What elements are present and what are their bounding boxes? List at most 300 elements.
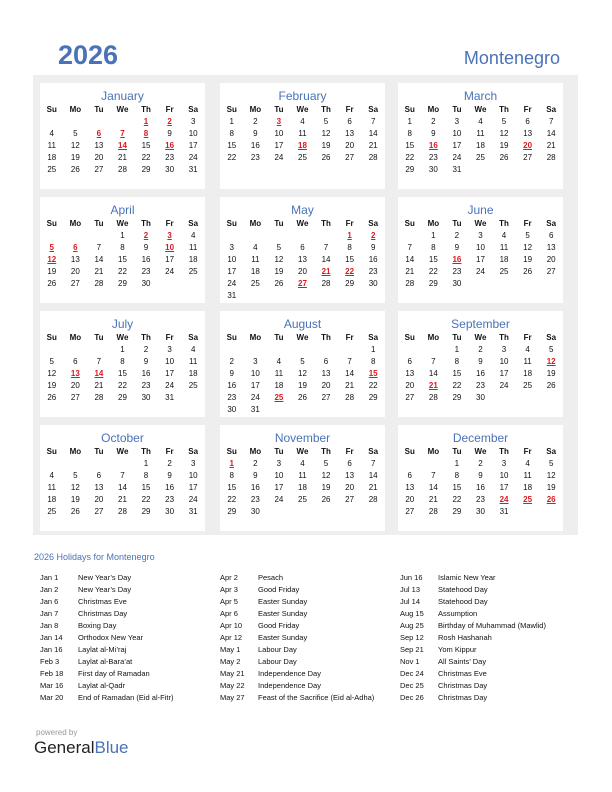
day-cell: 19 <box>546 368 556 378</box>
day-cell: 19 <box>274 266 284 276</box>
weekday-header: Mo <box>249 218 262 228</box>
month-name: September <box>451 317 510 331</box>
day-cell: 20 <box>405 380 415 390</box>
weekday-header: Tu <box>274 332 284 342</box>
month-table <box>398 103 563 175</box>
day-cell: 18 <box>298 482 307 492</box>
day-cell: 6 <box>407 470 412 480</box>
week-row <box>220 115 385 127</box>
week-row <box>398 115 563 127</box>
holiday-row <box>220 632 374 644</box>
day-cell: 25 <box>298 152 307 162</box>
holiday-date: Aug 15 <box>400 609 424 618</box>
day-cell: 29 <box>345 278 355 288</box>
week-row <box>40 505 205 517</box>
holiday-row <box>220 692 374 704</box>
weekday-header: We <box>474 104 487 114</box>
weekday-header: Sa <box>546 104 557 114</box>
weekday-header: We <box>296 104 309 114</box>
day-cell: 16 <box>452 254 462 264</box>
day-cell: 16 <box>141 368 151 378</box>
week-row <box>40 379 205 391</box>
day-cell: 28 <box>94 392 104 402</box>
day-cell: 5 <box>501 116 507 126</box>
day-cell: 1 <box>229 458 234 468</box>
day-cell: 19 <box>70 494 80 504</box>
day-cell <box>398 343 422 355</box>
weekday-header: Su <box>46 218 57 228</box>
day-cell: 14 <box>405 254 415 264</box>
day-cell: 29 <box>452 506 462 516</box>
day-cell: 14 <box>118 482 127 492</box>
day-cell: 1 <box>431 230 436 240</box>
day-cell: 8 <box>431 242 436 252</box>
day-cell: 12 <box>70 140 80 150</box>
day-cell: 18 <box>274 380 284 390</box>
weekday-header: Mo <box>249 446 262 456</box>
day-cell: 15 <box>452 368 462 378</box>
holiday-date: Mar 16 <box>40 681 64 690</box>
day-cell: 7 <box>96 356 102 366</box>
day-cell: 11 <box>47 482 56 492</box>
month-name: August <box>283 317 322 331</box>
week-row <box>40 139 205 151</box>
week-row <box>220 229 385 241</box>
week-row <box>220 469 385 481</box>
day-cell: 27 <box>345 152 355 162</box>
day-cell: 13 <box>94 140 104 150</box>
holiday-name: Easter Sunday <box>258 609 308 618</box>
powered-by-text: powered by <box>36 728 78 737</box>
week-row <box>398 457 563 469</box>
weekday-header: Fr <box>523 446 532 456</box>
weekday-header: Su <box>404 332 415 342</box>
weekday-header: Sa <box>546 218 557 228</box>
day-cell: 26 <box>523 266 533 276</box>
day-cell <box>314 289 338 301</box>
weekday-header: Th <box>321 104 331 114</box>
day-cell: 27 <box>405 506 415 516</box>
holiday-name: Orthodox New Year <box>78 633 144 642</box>
holiday-row <box>40 680 173 692</box>
holiday-row <box>40 668 173 680</box>
day-cell: 20 <box>94 494 104 504</box>
week-row <box>40 241 205 253</box>
month-august <box>220 311 385 417</box>
weekday-header: Mo <box>427 446 440 456</box>
day-cell: 6 <box>300 242 305 252</box>
day-cell: 11 <box>298 128 307 138</box>
day-cell: 21 <box>94 266 104 276</box>
holiday-name: End of Ramadan (Eid al-Fitr) <box>78 693 174 702</box>
day-cell: 30 <box>141 278 151 288</box>
weekday-header: We <box>474 218 487 228</box>
day-cell: 22 <box>405 152 415 162</box>
day-cell: 4 <box>300 116 305 126</box>
day-cell: 25 <box>476 152 485 162</box>
day-cell: 14 <box>428 482 438 492</box>
weekday-header: Tu <box>274 446 284 456</box>
holiday-row <box>220 584 374 596</box>
day-cell: 19 <box>70 152 80 162</box>
week-row <box>398 343 563 355</box>
day-cell <box>516 505 540 517</box>
day-cell: 20 <box>523 140 533 150</box>
week-row <box>398 469 563 481</box>
weekday-header: Su <box>46 332 57 342</box>
weekday-header: Sa <box>368 218 379 228</box>
day-cell: 21 <box>428 380 438 390</box>
holiday-name: Islamic New Year <box>438 573 496 582</box>
day-cell: 5 <box>276 242 282 252</box>
logo-blue-text: Blue <box>94 738 129 757</box>
month-table <box>220 445 385 517</box>
day-cell: 25 <box>523 494 533 504</box>
week-row <box>398 241 563 253</box>
day-cell: 10 <box>499 470 509 480</box>
day-cell: 31 <box>250 404 260 414</box>
day-cell: 10 <box>165 356 175 366</box>
day-cell: 7 <box>370 116 376 126</box>
day-cell: 20 <box>345 140 355 150</box>
day-cell: 10 <box>452 128 462 138</box>
day-cell: 7 <box>347 356 352 366</box>
holiday-column <box>220 572 374 704</box>
day-cell: 23 <box>141 266 151 276</box>
day-cell: 17 <box>227 266 237 276</box>
holiday-row <box>400 692 546 704</box>
day-cell: 12 <box>298 368 307 378</box>
weekday-header: Fr <box>523 218 532 228</box>
weekday-header: Tu <box>94 332 104 342</box>
week-row <box>220 481 385 493</box>
day-cell: 4 <box>525 344 530 354</box>
holiday-row <box>40 572 173 584</box>
day-cell: 9 <box>143 242 149 252</box>
day-cell <box>64 115 88 127</box>
week-row <box>398 505 563 517</box>
day-cell: 5 <box>323 116 329 126</box>
weekday-header: Mo <box>69 104 82 114</box>
day-cell: 1 <box>120 230 125 240</box>
day-cell: 23 <box>452 266 462 276</box>
day-cell: 30 <box>141 392 151 402</box>
day-cell: 14 <box>368 470 378 480</box>
logo-general-text: General <box>34 738 95 757</box>
day-cell: 3 <box>190 458 196 468</box>
weekday-header: Th <box>321 446 331 456</box>
holiday-date: Sep 12 <box>400 633 424 642</box>
week-row <box>40 457 205 469</box>
holiday-name: Boxing Day <box>78 621 117 630</box>
day-cell: 5 <box>73 470 78 480</box>
day-cell: 26 <box>546 494 556 504</box>
day-cell: 19 <box>546 482 556 492</box>
day-cell: 5 <box>525 230 530 240</box>
day-cell: 19 <box>47 380 57 390</box>
day-cell: 6 <box>73 242 78 252</box>
holiday-date: Jan 7 <box>40 609 59 618</box>
day-cell: 3 <box>501 344 507 354</box>
day-cell: 9 <box>454 242 460 252</box>
day-cell: 30 <box>227 404 237 414</box>
weekday-header: Fr <box>345 332 354 342</box>
day-cell: 17 <box>499 482 509 492</box>
day-cell: 2 <box>370 230 376 240</box>
day-cell: 4 <box>49 470 54 480</box>
day-cell <box>267 403 291 415</box>
day-cell: 27 <box>70 278 80 288</box>
day-cell <box>87 343 111 355</box>
week-row <box>220 265 385 277</box>
holiday-name: Labour Day <box>258 645 297 654</box>
day-cell: 30 <box>476 506 485 516</box>
day-cell: 31 <box>165 392 175 402</box>
week-row <box>40 493 205 505</box>
day-cell: 4 <box>501 230 507 240</box>
holiday-name: New Year’s Day <box>78 585 132 594</box>
day-cell: 13 <box>94 482 104 492</box>
holiday-date: Dec 26 <box>400 693 424 702</box>
day-cell: 12 <box>70 482 80 492</box>
day-cell: 8 <box>143 470 149 480</box>
holiday-name: Independence Day <box>258 681 321 690</box>
day-cell: 11 <box>251 254 260 264</box>
day-cell: 4 <box>190 344 196 354</box>
day-cell: 19 <box>298 380 307 390</box>
day-cell: 24 <box>188 494 198 504</box>
day-cell: 23 <box>428 152 438 162</box>
day-cell: 28 <box>368 494 378 504</box>
holiday-date: May 2 <box>220 657 241 666</box>
day-cell: 14 <box>94 254 104 264</box>
day-cell: 17 <box>250 380 260 390</box>
month-table <box>398 445 563 517</box>
holiday-date: May 1 <box>220 645 241 654</box>
month-name: March <box>463 89 498 103</box>
holiday-row <box>40 692 173 704</box>
holiday-date: Apr 6 <box>220 609 238 618</box>
weekday-header: We <box>116 218 129 228</box>
day-cell: 27 <box>70 392 80 402</box>
day-cell <box>267 289 291 301</box>
day-cell: 8 <box>407 128 412 138</box>
day-cell <box>539 391 563 403</box>
day-cell: 25 <box>188 380 198 390</box>
day-cell: 31 <box>188 506 198 516</box>
day-cell: 26 <box>298 392 307 402</box>
week-row <box>398 139 563 151</box>
holiday-row <box>40 596 173 608</box>
holiday-name: Feast of the Sacrifice (Eid al-Adha) <box>258 693 375 702</box>
day-cell: 12 <box>47 368 57 378</box>
day-cell: 28 <box>118 164 127 174</box>
day-cell: 16 <box>476 368 485 378</box>
weekday-header: We <box>474 332 487 342</box>
week-row <box>398 391 563 403</box>
day-cell <box>87 115 111 127</box>
weekday-header: Sa <box>188 446 199 456</box>
day-cell: 29 <box>428 278 438 288</box>
week-row <box>40 469 205 481</box>
week-row <box>398 253 563 265</box>
holiday-row <box>40 620 173 632</box>
week-row <box>398 493 563 505</box>
day-cell <box>422 343 446 355</box>
month-table <box>40 331 205 403</box>
holiday-name: Easter Sunday <box>258 633 308 642</box>
weekday-header: We <box>474 446 487 456</box>
day-cell: 25 <box>523 380 533 390</box>
weekday-header: Th <box>321 332 331 342</box>
week-row <box>220 505 385 517</box>
day-cell: 5 <box>49 356 54 366</box>
day-cell: 24 <box>452 152 462 162</box>
day-cell: 21 <box>118 494 127 504</box>
holiday-name: Easter Sunday <box>258 597 308 606</box>
weekday-header: We <box>116 332 129 342</box>
day-cell: 21 <box>368 140 378 150</box>
weekday-header: Su <box>404 104 415 114</box>
month-april <box>40 197 205 303</box>
holiday-row <box>40 632 173 644</box>
weekday-header: Mo <box>249 104 262 114</box>
day-cell: 28 <box>428 392 438 402</box>
day-cell: 30 <box>476 392 485 402</box>
day-cell: 21 <box>94 380 104 390</box>
holiday-column <box>400 572 546 704</box>
day-cell: 8 <box>454 470 460 480</box>
day-cell: 17 <box>452 140 462 150</box>
day-cell: 30 <box>250 506 260 516</box>
month-october <box>40 425 205 531</box>
day-cell: 10 <box>499 356 509 366</box>
day-cell: 6 <box>347 116 352 126</box>
day-cell: 23 <box>250 494 260 504</box>
weekday-header: Tu <box>94 446 104 456</box>
day-cell: 29 <box>452 392 462 402</box>
day-cell: 28 <box>405 278 415 288</box>
weekday-header: Fr <box>345 104 354 114</box>
day-cell: 5 <box>73 128 78 138</box>
day-cell: 28 <box>546 152 556 162</box>
day-cell: 31 <box>452 164 462 174</box>
day-cell: 1 <box>229 116 234 126</box>
holiday-row <box>220 644 374 656</box>
day-cell <box>314 229 338 241</box>
day-cell: 19 <box>523 254 533 264</box>
weekday-header: We <box>296 446 309 456</box>
day-cell: 15 <box>428 254 438 264</box>
day-cell: 28 <box>428 506 438 516</box>
week-row <box>398 367 563 379</box>
day-cell: 7 <box>370 458 376 468</box>
day-cell: 23 <box>141 380 151 390</box>
day-cell: 2 <box>143 230 149 240</box>
month-name: February <box>278 89 327 103</box>
weekday-header: Fr <box>165 332 174 342</box>
day-cell: 15 <box>227 482 237 492</box>
day-cell: 23 <box>368 266 378 276</box>
holiday-row <box>220 668 374 680</box>
holidays-title: 2026 Holidays for Montenegro <box>34 552 155 562</box>
week-row <box>220 367 385 379</box>
day-cell: 16 <box>476 482 485 492</box>
day-cell: 18 <box>298 140 307 150</box>
day-cell <box>361 505 385 517</box>
holiday-row <box>400 644 546 656</box>
day-cell: 6 <box>96 128 102 138</box>
day-cell: 22 <box>227 494 237 504</box>
day-cell: 27 <box>94 164 104 174</box>
day-cell: 6 <box>323 356 329 366</box>
day-cell: 11 <box>523 356 532 366</box>
day-cell: 4 <box>253 242 258 252</box>
day-cell: 28 <box>368 152 378 162</box>
holiday-date: Apr 3 <box>220 585 238 594</box>
day-cell: 26 <box>274 278 284 288</box>
holiday-name: Yom Kippur <box>438 645 477 654</box>
week-row <box>398 355 563 367</box>
day-cell: 6 <box>548 230 554 240</box>
day-cell: 14 <box>428 368 438 378</box>
day-cell: 29 <box>227 506 237 516</box>
holiday-row <box>40 644 173 656</box>
day-cell <box>492 277 516 289</box>
month-name: April <box>110 203 135 217</box>
day-cell: 13 <box>321 368 331 378</box>
day-cell: 1 <box>454 458 460 468</box>
day-cell <box>492 391 516 403</box>
month-name: October <box>101 431 144 445</box>
weekday-header: Fr <box>165 446 174 456</box>
day-cell: 9 <box>253 128 258 138</box>
day-cell: 6 <box>407 356 412 366</box>
day-cell: 14 <box>94 368 104 378</box>
week-row <box>40 115 205 127</box>
day-cell: 30 <box>368 278 378 288</box>
holiday-row <box>220 620 374 632</box>
day-cell: 11 <box>189 242 198 252</box>
day-cell: 19 <box>47 266 57 276</box>
day-cell: 14 <box>118 140 127 150</box>
holiday-name: Rosh Hashanah <box>438 633 492 642</box>
holiday-name: Good Friday <box>258 621 300 630</box>
day-cell: 17 <box>476 254 485 264</box>
day-cell: 13 <box>70 254 80 264</box>
day-cell: 8 <box>347 242 352 252</box>
day-cell: 22 <box>118 266 127 276</box>
day-cell: 13 <box>405 482 415 492</box>
weekday-header: Fr <box>165 104 174 114</box>
day-cell: 15 <box>452 482 462 492</box>
day-cell: 12 <box>546 356 556 366</box>
weekday-header: Tu <box>452 332 462 342</box>
day-cell: 19 <box>321 140 331 150</box>
day-cell: 31 <box>188 164 198 174</box>
holiday-row <box>40 656 173 668</box>
day-cell: 20 <box>345 482 355 492</box>
day-cell: 18 <box>188 368 198 378</box>
holiday-name: Pesach <box>258 573 284 582</box>
holiday-name: New Year’s Day <box>78 573 132 582</box>
week-row <box>40 253 205 265</box>
day-cell: 22 <box>141 494 151 504</box>
day-cell <box>516 391 540 403</box>
week-row <box>40 367 205 379</box>
day-cell: 18 <box>47 494 57 504</box>
day-cell: 21 <box>428 494 438 504</box>
